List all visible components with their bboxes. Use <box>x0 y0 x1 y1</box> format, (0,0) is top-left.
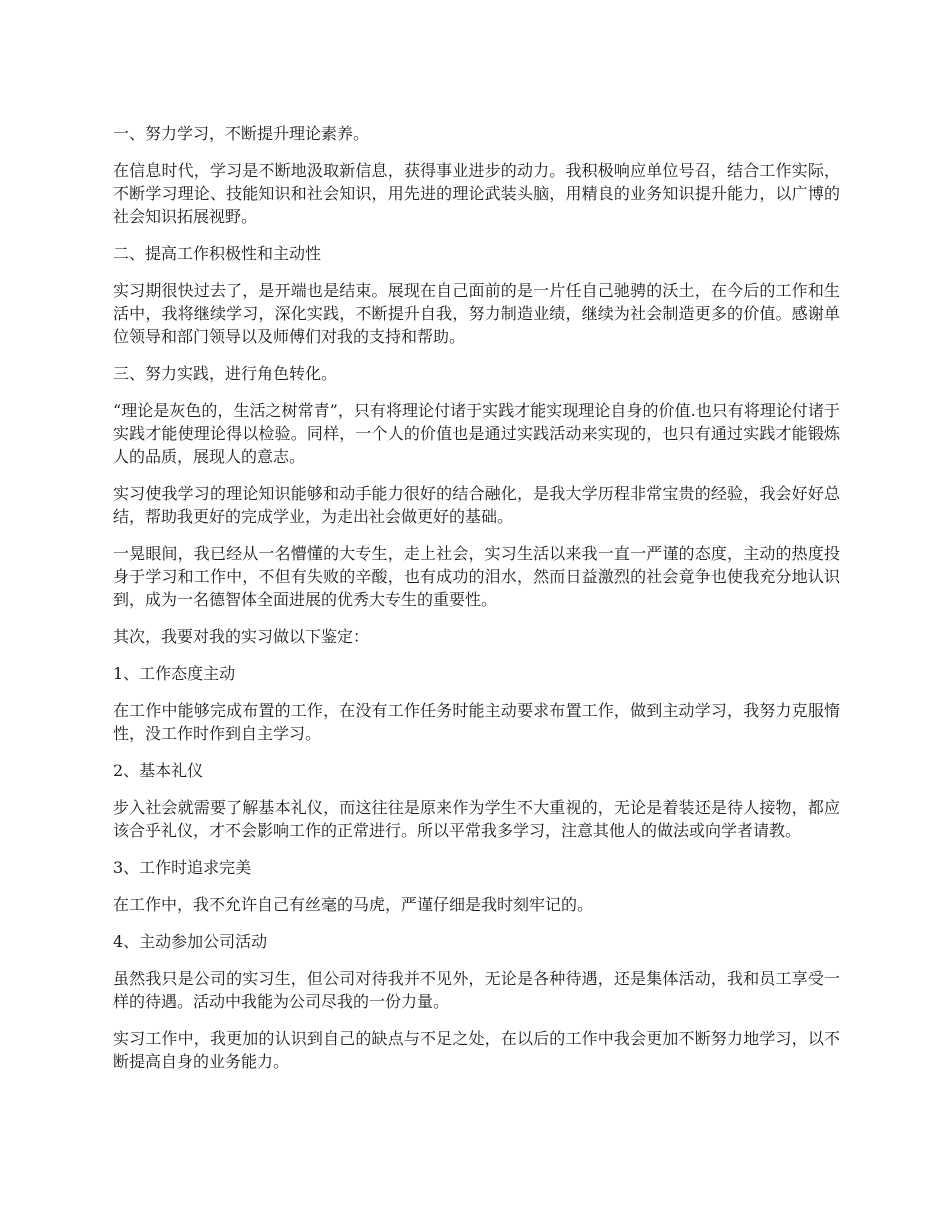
body-paragraph: “理论是灰色的，生活之树常青”，只有将理论付诸于实践才能实现理论自身的价值.也只有将理论付诸于实践才能使理论得以检验。同样，一个人的价值也是通过实践活动来实现的，也只有通过实践才能锻炼人的品质，展现人的意志。 <box>113 401 840 466</box>
body-paragraph: 其次，我要对我的实习做以下鉴定： <box>113 627 370 646</box>
body-paragraph: 实习期很快过去了，是开端也是结束。展现在自己面前的是一片任自己驰骋的沃土，在今后的工作和生活中，我将继续学习，深化实践，不断提升自我，努力制造业绩，继续为社会制造更多的价值。感谢单位领导和部门领导以及师傅们对我的支持和帮助。 <box>113 281 840 346</box>
section-heading: 二、提高工作积极性和主动性 <box>113 244 322 263</box>
body-paragraph: 在工作中，我不允许自己有丝毫的马虎，严谨仔细是我时刻牢记的。 <box>113 895 594 914</box>
item-heading: 4、主动参加公司活动 <box>113 932 268 951</box>
section-heading: 三、努力实践，进行角色转化。 <box>113 364 338 383</box>
body-paragraph: 实习工作中，我更加的认识到自己的缺点与不足之处，在以后的工作中我会更加不断努力地学习，以不断提高自身的业务能力。 <box>113 1029 840 1071</box>
item-heading: 1、工作态度主动 <box>113 664 236 683</box>
item-heading: 3、工作时追求完美 <box>113 858 252 877</box>
body-paragraph: 虽然我只是公司的实习生，但公司对待我并不见外，无论是各种待遇，还是集体活动，我和员工享受一样的待遇。活动中我能为公司尽我的一份力量。 <box>113 969 840 1011</box>
item-heading: 2、基本礼仪 <box>113 761 204 780</box>
body-paragraph: 在信息时代，学习是不断地汲取新信息，获得事业进步的动力。我积极响应单位号召，结合工作实际，不断学习理论、技能知识和社会知识，用先进的理论武装头脑，用精良的业务知识提升能力，以广博的社会知识拓展视野。 <box>113 161 840 226</box>
body-paragraph: 一晃眼间，我已经从一名懵懂的大专生，走上社会，实习生活以来我一直一严谨的态度，主动的热度投身于学习和工作中，不但有失败的辛酸，也有成功的泪水，然而日益激烈的社会竟争也使我充分地认识到，成为一名德智体全面进展的优秀大专生的重要性。 <box>113 544 840 609</box>
body-paragraph: 步入社会就需要了解基本礼仪，而这往往是原来作为学生不大重视的，无论是着装还是待人接物，都应该合乎礼仪，才不会影响工作的正常进行。所以平常我多学习，注意其他人的做法或向学者请教。 <box>113 798 840 840</box>
body-paragraph: 实习使我学习的理论知识能够和动手能力很好的结合融化，是我大学历程非常宝贵的经验，我会好好总结，帮助我更好的完成学业，为走出社会做更好的基础。 <box>113 484 840 526</box>
body-paragraph: 在工作中能够完成布置的工作，在没有工作任务时能主动要求布置工作，做到主动学习，我努力克服惰性，没工作时作到自主学习。 <box>113 701 840 743</box>
section-heading: 一、努力学习，不断提升理论素养。 <box>113 124 370 143</box>
document-page <box>113 122 840 1087</box>
